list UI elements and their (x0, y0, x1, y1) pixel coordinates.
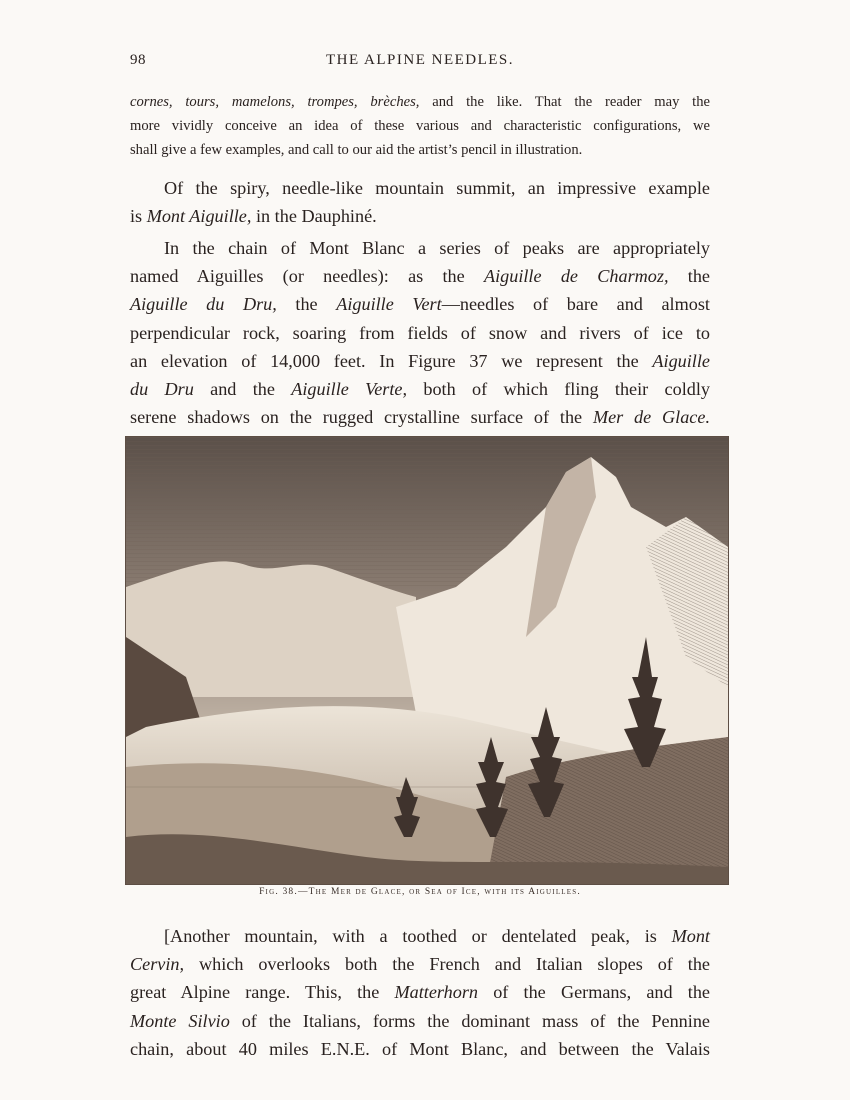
figure-caption: Fig. 38.—The Mer de Glace, or Sea of Ice, with its Aiguilles. (259, 887, 581, 897)
engraving-mer-de-glace (125, 436, 729, 885)
para2-line-1 (130, 234, 710, 262)
paragraph-mont-blanc (130, 234, 710, 431)
page-number: 98 (130, 52, 146, 68)
para3-line-1 (130, 922, 710, 950)
para1-line-1 (130, 174, 710, 202)
para3-line-1-text-a: [Another mountain, with a toothed or dentelated peak, is (164, 926, 672, 946)
para2-line-6-text-b: and the (193, 379, 292, 400)
para2-italic-dru: Aiguille du Dru, (130, 294, 277, 315)
para2-line-4: perpendicular rock, soaring from fields of snow and rivers of ice to (130, 322, 710, 343)
intro-line-2: more vividly conceive an idea of these various and characteristic configurations, we (130, 118, 710, 134)
para1-italic-mont-aiguille: Mont Aiguille, (146, 206, 252, 227)
para2-line-2-text-a: named Aiguilles (or needles): as the (130, 266, 484, 287)
para1-line-2-text-a: is (130, 206, 147, 227)
para2-line-6-text-d: both of which fling their coldly (407, 379, 710, 400)
intro-line-1 (130, 90, 710, 114)
para2-italic-mer-de-glace: Mer de Glace. (592, 407, 710, 428)
intro-paragraph (130, 90, 710, 162)
para3-line-3-text-a: great Alpine range. This, the (130, 982, 395, 1003)
para2-line-7-text-a: serene shadows on the rugged crystalline surface of the (130, 407, 593, 428)
para2-italic-aiguille: Aiguille (652, 350, 710, 371)
para3-line-3-text-c: of the Germans, and the (478, 982, 710, 1003)
para2-line-2-text-c: the (668, 266, 710, 287)
para3-line-5: chain, about 40 miles E.N.E. of Mont Blanc, and between the Valais (130, 1038, 710, 1059)
intro-line-1-text: and the like. That the reader may the (419, 94, 710, 110)
para3-line-2-text-b: which overlooks both the French and Italian slopes of the (184, 954, 710, 975)
para2-line-7 (130, 403, 710, 431)
intro-italic-terms: cornes, tours, mamelons, trompes, brèches, (130, 94, 420, 110)
para2-italic-charmoz: Aiguille de Charmoz, (483, 266, 669, 287)
para2-line-3 (130, 290, 710, 318)
para2-italic-verte: Aiguille Verte, (291, 379, 408, 400)
para2-line-3-text-b: the (276, 294, 337, 315)
para3-italic-mont: Mont (671, 926, 710, 946)
para2-line-1-text: In the chain of Mont Blanc a series of peaks are appropriately (164, 238, 710, 258)
paragraph-mont-cervin (130, 922, 710, 1063)
intro-line-3: shall give a few examples, and call to our aid the artist’s pencil in illustration. (130, 142, 583, 158)
engraving-illustration (126, 437, 728, 884)
para3-line-2 (130, 950, 710, 978)
page-header (130, 52, 710, 74)
para2-line-6 (130, 375, 710, 403)
running-title: THE ALPINE NEEDLES. (325, 52, 515, 68)
para1-line-2 (130, 202, 710, 230)
para2-italic-du-dru: du Dru (130, 379, 194, 400)
para2-italic-vert: Aiguille Vert (336, 294, 442, 315)
para1-line-2-text-c: in the Dauphiné. (251, 206, 377, 227)
para3-line-4 (130, 1007, 710, 1035)
para3-italic-cervin: Cervin, (130, 954, 185, 975)
para3-line-3 (130, 978, 710, 1006)
para3-italic-matterhorn: Matterhorn (394, 982, 479, 1003)
para2-line-3-text-d: —needles of bare and almost (441, 294, 710, 315)
para1-line-1-text: Of the spiry, needle-like mountain summit, an impressive example (164, 178, 710, 198)
paragraph-mont-aiguille (130, 174, 710, 230)
para2-line-2 (130, 262, 710, 290)
para2-line-5 (130, 347, 710, 375)
para3-italic-monte-silvio: Monte Silvio (130, 1010, 230, 1031)
para2-line-5-text-a: an elevation of 14,000 feet. In Figure 37 we represent the (130, 350, 653, 371)
para3-line-4-text-b: of the Italians, forms the dominant mass of the Pennine (229, 1010, 710, 1031)
